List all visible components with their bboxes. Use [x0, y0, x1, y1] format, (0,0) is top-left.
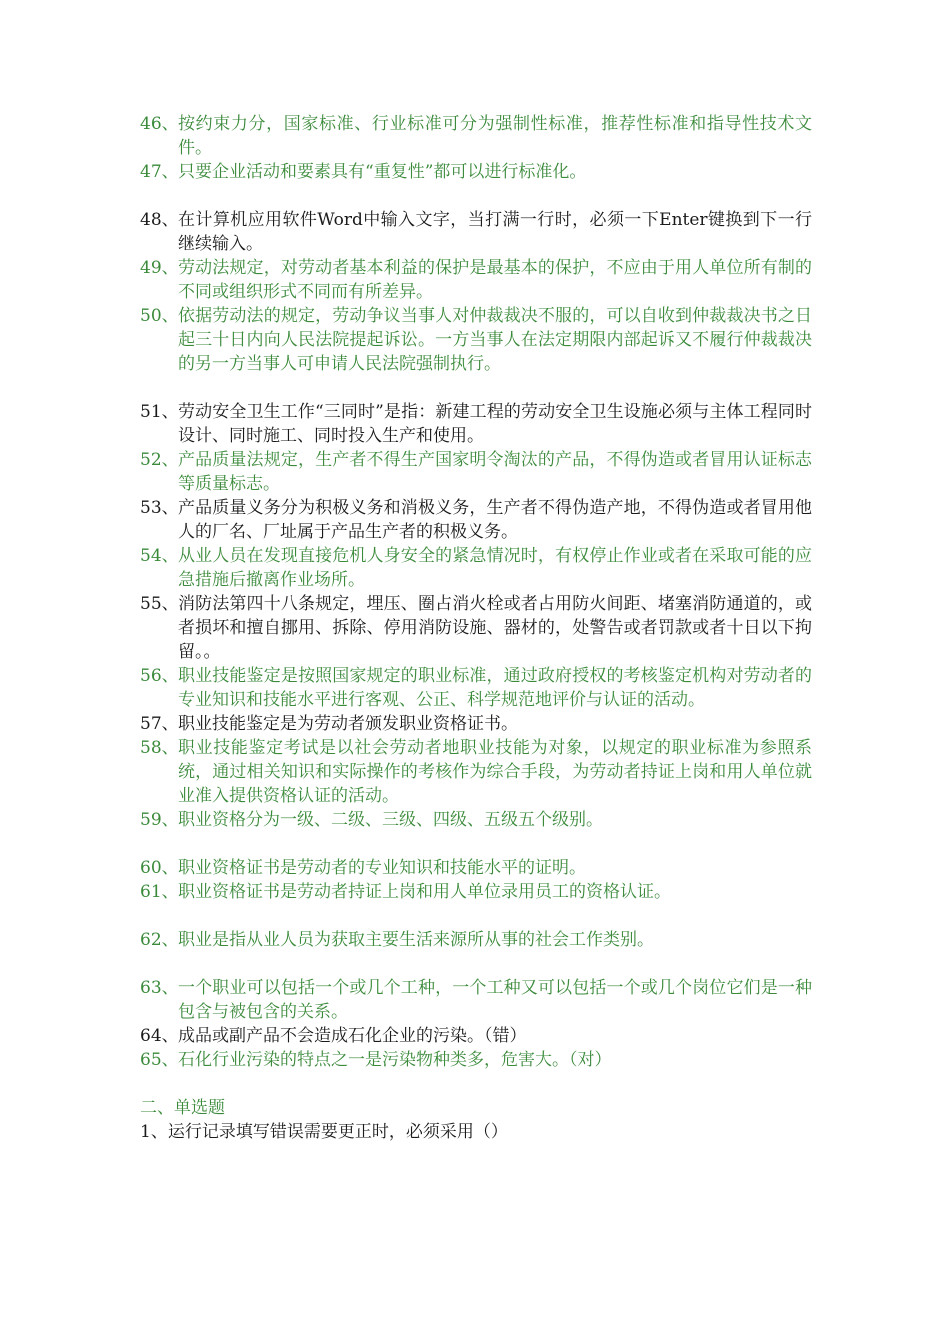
item-number: 63、 [140, 978, 179, 998]
item-number: 48、 [140, 210, 179, 230]
list-item [140, 448, 812, 496]
item-text: 职业是指从业人员为获取主要生活来源所从事的社会工作类别。 [178, 930, 654, 950]
list-item [140, 1024, 812, 1048]
list-item [140, 208, 812, 256]
item-number: 56、 [140, 666, 179, 686]
item-number: 58、 [140, 738, 179, 758]
list-item [140, 1048, 812, 1072]
list-item [140, 544, 812, 592]
list-item [140, 856, 812, 880]
item-number: 65、 [140, 1050, 179, 1070]
item-text: 产品质量法规定，生产者不得生产国家明令淘汰的产品，不得伪造或者冒用认证标志等质量标志。 [178, 450, 812, 494]
item-number: 53、 [140, 498, 179, 518]
item-number: 59、 [140, 810, 179, 830]
item-text: 只要企业活动和要素具有“重复性”都可以进行标准化。 [178, 162, 587, 182]
list-item [140, 400, 812, 448]
list-item [140, 880, 812, 904]
section-heading: 二、单选题 [140, 1098, 225, 1118]
list-item [140, 304, 812, 376]
item-text: 石化行业污染的特点之一是污染物种类多，危害大。（对） [178, 1050, 612, 1070]
list-item [140, 736, 812, 808]
item-text: 劳动安全卫生工作“三同时”是指：新建工程的劳动安全卫生设施必须与主体工程同时设计、同时施工、同时投入生产和使用。 [178, 402, 812, 446]
item-text: 劳动法规定，对劳动者基本利益的保护是最基本的保护，不应由于用人单位所有制的不同或组织形式不同而有所差异。 [178, 258, 812, 302]
list-item [140, 664, 812, 712]
list-item [140, 808, 812, 832]
item-text: 依据劳动法的规定，劳动争议当事人对仲裁裁决不服的，可以自收到仲裁裁决书之日起三十日内向人民法院提起诉讼。一方当事人在法定期限内部起诉又不履行仲裁裁决的另一方当事人可申请人民法院强制执行。 [178, 306, 812, 374]
list-item [140, 928, 812, 952]
item-text: 按约束力分，国家标准、行业标准可分为强制性标准，推荐性标准和指导性技术文件。 [178, 114, 812, 158]
list-item [140, 592, 812, 664]
item-number: 54、 [140, 546, 179, 566]
list-item [140, 496, 812, 544]
item-text: 一个职业可以包括一个或几个工种，一个工种又可以包括一个或几个岗位它们是一种包含与被包含的关系。 [178, 978, 812, 1022]
item-number: 47、 [140, 162, 179, 182]
item-number: 62、 [140, 930, 179, 950]
list-item [140, 976, 812, 1024]
item-text: 职业资格证书是劳动者的专业知识和技能水平的证明。 [178, 858, 586, 878]
list-item [140, 160, 812, 184]
item-text: 消防法第四十八条规定，埋压、圈占消火栓或者占用防火间距、堵塞消防通道的，或者损坏和擅自挪用、拆除、停用消防设施、器材的，处警告或者罚款或者十日以下拘留。。 [178, 594, 812, 662]
item-text: 职业资格分为一级、二级、三级、四级、五级五个级别。 [178, 810, 603, 830]
list-item [140, 112, 812, 160]
item-number: 46、 [140, 114, 179, 134]
item-text: 职业资格证书是劳动者持证上岗和用人单位录用员工的资格认证。 [178, 882, 671, 902]
item-number: 61、 [140, 882, 179, 902]
item-text: 成品或副产品不会造成石化企业的污染。（错） [178, 1026, 527, 1046]
item-text: 职业技能鉴定考试是以社会劳动者地职业技能为对象，以规定的职业标准为参照系统，通过相关知识和实际操作的考核作为综合手段，为劳动者持证上岗和用人单位就业准入提供资格认证的活动。 [178, 738, 812, 806]
item-text: 在计算机应用软件Word中输入文字，当打满一行时，必须一下Enter键换到下一行继续输入。 [178, 210, 812, 254]
list-item [140, 256, 812, 304]
item-text: 产品质量义务分为积极义务和消极义务，生产者不得伪造产地，不得伪造或者冒用他人的厂名、厂址属于产品生产者的积极义务。 [178, 498, 812, 542]
item-number: 51、 [140, 402, 179, 422]
item-number: 60、 [140, 858, 179, 878]
item-text: 从业人员在发现直接危机人身安全的紧急情况时，有权停止作业或者在采取可能的应急措施后撤离作业场所。 [178, 546, 812, 590]
item-number: 52、 [140, 450, 179, 470]
list-item [140, 712, 812, 736]
item-number: 57、 [140, 714, 179, 734]
item-number: 50、 [140, 306, 179, 326]
item-number: 55、 [140, 594, 179, 614]
item-text: 职业技能鉴定是按照国家规定的职业标准，通过政府授权的考核鉴定机构对劳动者的专业知识和技能水平进行客观、公正、科学规范地评价与认证的活动。 [178, 666, 812, 710]
item-number: 64、 [140, 1026, 179, 1046]
question-text: 1、运行记录填写错误需要更正时，必须采用（） [140, 1122, 508, 1142]
item-text: 职业技能鉴定是为劳动者颁发职业资格证书。 [178, 714, 518, 734]
document-content [140, 112, 812, 1144]
item-number: 49、 [140, 258, 179, 278]
